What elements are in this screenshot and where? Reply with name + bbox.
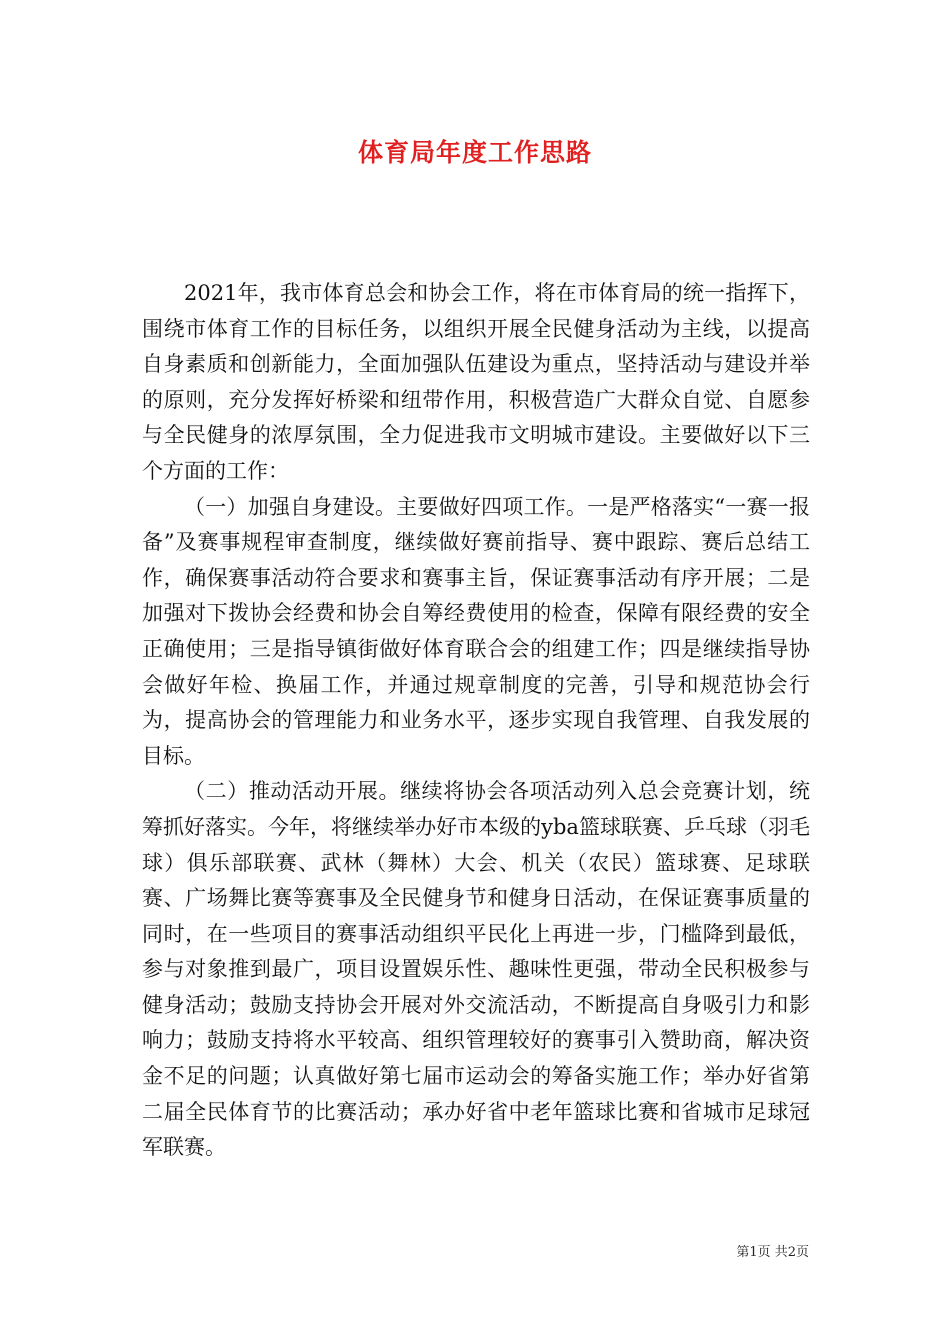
page-number: 第1页 共2页 bbox=[736, 1245, 809, 1260]
paragraph-self-construction: （一）加强自身建设。主要做好四项工作。一是严格落实“一赛一报备”及赛事规程审查制度，继续做好赛前指导、赛中跟踪、赛后总结工作，确保赛事活动符合要求和赛事主旨，保证赛事活动有序开展；二是加强对下拨协会经费和协会自筹经费使用的检查，保障有限经费的安全正确使用；三是指导镇街做好体育联合会的组建工作；四是继续指导协会做好年检、换届工作，并通过规章制度的完善，引导和规范协会行为，提高协会的管理能力和业务水平，逐步实现自我管理、自我发展的目标。 bbox=[142, 494, 810, 768]
paragraph-activities: （二）推动活动开展。继续将协会各项活动列入总会竞赛计划，统筹抓好落实。今年，将继续举办好市本级的yba篮球联赛、乒乓球（羽毛球）俱乐部联赛、武林（舞林）大会、机关（农民）篮球赛、足球联赛、广场舞比赛等赛事及全民健身节和健身日活动，在保证赛事质量的同时，在一些项目的赛事活动组织平民化上再进一步，门槛降到最低，参与对象推到最广，项目设置娱乐性、趣味性更强，带动全民积极参与健身活动；鼓励支持协会开展对外交流活动，不断提高自身吸引力和影响力；鼓励支持将水平较高、组织管理较好的赛事引入赞助商，解决资金不足的问题；认真做好第七届市运动会的筹备实施工作；举办好省第二届全民体育节的比赛活动；承办好省中老年篮球比赛和省城市足球冠军联赛。 bbox=[142, 779, 810, 1160]
paragraph-intro: 2021年，我市体育总会和协会工作，将在市体育局的统一指挥下，围绕市体育工作的目标任务，以组织开展全民健身活动为主线，以提高自身素质和创新能力，全面加强队伍建设为重点，坚持活动与建设并举的原则，充分发挥好桥梁和纽带作用，积极营造广大群众自觉、自愿参与全民健身的浓厚氛围，全力促进我市文明城市建设。主要做好以下三个方面的工作： bbox=[142, 281, 810, 483]
document-body bbox=[142, 276, 810, 1166]
page-title: 体育局年度工作思路 bbox=[357, 138, 592, 167]
